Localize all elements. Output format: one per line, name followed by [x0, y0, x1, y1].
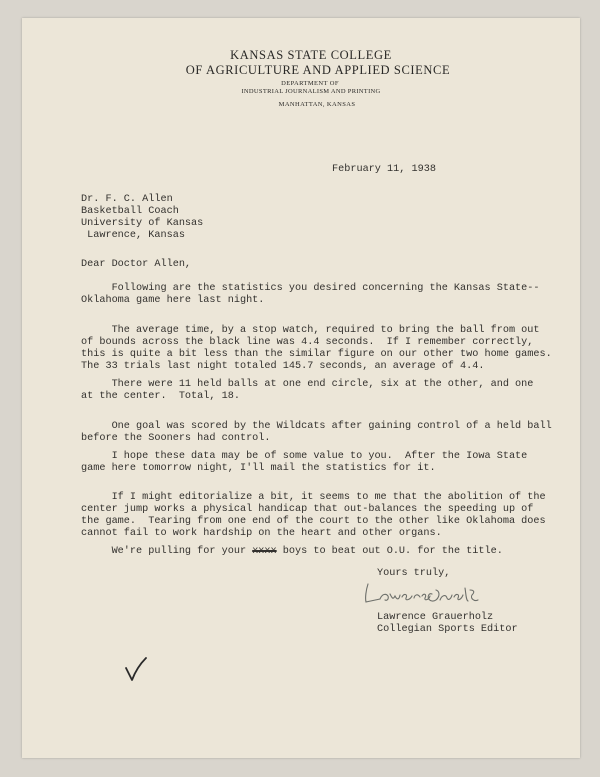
paragraph-line: One goal was scored by the Wildcats after gaining control of a held ball	[81, 421, 552, 432]
paragraph-line: the game. Tearing from one end of the court to the other like Oklahoma does	[81, 516, 546, 527]
handwritten-signature	[362, 580, 482, 608]
letterhead-city: MANHATTAN, KANSAS	[278, 101, 356, 108]
recipient-name: Dr. F. C. Allen	[81, 194, 173, 205]
paragraph-line: The 33 trials last night totaled 145.7 seconds, an average of 4.4.	[81, 361, 485, 372]
paragraph-1	[81, 283, 540, 307]
paragraph-line: Oklahoma game here last night.	[81, 295, 265, 306]
recipient-address	[81, 194, 203, 242]
letterhead	[22, 48, 580, 109]
recipient-org: University of Kansas	[81, 218, 204, 229]
letterhead-college: KANSAS STATE COLLEGE	[230, 48, 392, 62]
paragraph-4	[81, 421, 552, 445]
recipient-title: Basketball Coach	[81, 206, 179, 217]
paragraph-7-start: We're pulling for your	[81, 546, 253, 557]
paragraph-line: center jump works a physical handicap that out-balances the speeding up of	[81, 504, 534, 515]
paragraph-line: at the center. Total, 18.	[81, 391, 240, 402]
paragraph-line: If I might editorialize a bit, it seems to me that the abolition of the	[81, 492, 546, 503]
letterhead-department-label: DEPARTMENT OF	[281, 80, 339, 87]
paragraph-line: cannot fail to work hardship on the heart and other organs.	[81, 528, 442, 539]
salutation: Dear Doctor Allen,	[81, 259, 192, 270]
paragraph-7	[81, 546, 503, 558]
paragraph-5	[81, 451, 527, 475]
paragraph-line: game here tomorrow night, I'll mail the statistics for it.	[81, 463, 436, 474]
closing: Yours truly,	[377, 568, 451, 579]
paragraph-3	[81, 379, 533, 403]
paragraph-6	[81, 492, 546, 540]
paragraph-line: I hope these data may be of some value to you. After the Iowa State	[81, 451, 528, 462]
letter-page	[22, 18, 580, 758]
letterhead-college-subtitle: OF AGRICULTURE AND APPLIED SCIENCE	[185, 63, 451, 77]
paragraph-2	[81, 325, 552, 373]
paragraph-line: of bounds across the black line was 4.4 seconds. If I remember correctly,	[81, 337, 534, 348]
paragraph-7-end: boys to beat out O.U. for the title.	[276, 546, 503, 557]
paragraph-line: before the Sooners had control.	[81, 433, 271, 444]
struck-out-word: xxxx	[252, 546, 277, 557]
paragraph-line: The average time, by a stop watch, required to bring the ball from out	[81, 325, 540, 336]
letter-date: February 11, 1938	[332, 164, 436, 175]
paragraph-line: There were 11 held balls at one end circle, six at the other, and one	[81, 379, 534, 390]
paragraph-line: Following are the statistics you desired concerning the Kansas State--	[81, 283, 540, 294]
recipient-city: Lawrence, Kansas	[81, 230, 185, 241]
paragraph-line: this is quite a bit less than the similar figure on our other two home games.	[81, 349, 552, 360]
letterhead-department-name: INDUSTRIAL JOURNALISM AND PRINTING	[241, 88, 381, 95]
signer-title: Collegian Sports Editor	[377, 624, 518, 635]
signer-name: Lawrence Grauerholz	[377, 612, 494, 623]
checkmark-icon	[122, 656, 150, 684]
